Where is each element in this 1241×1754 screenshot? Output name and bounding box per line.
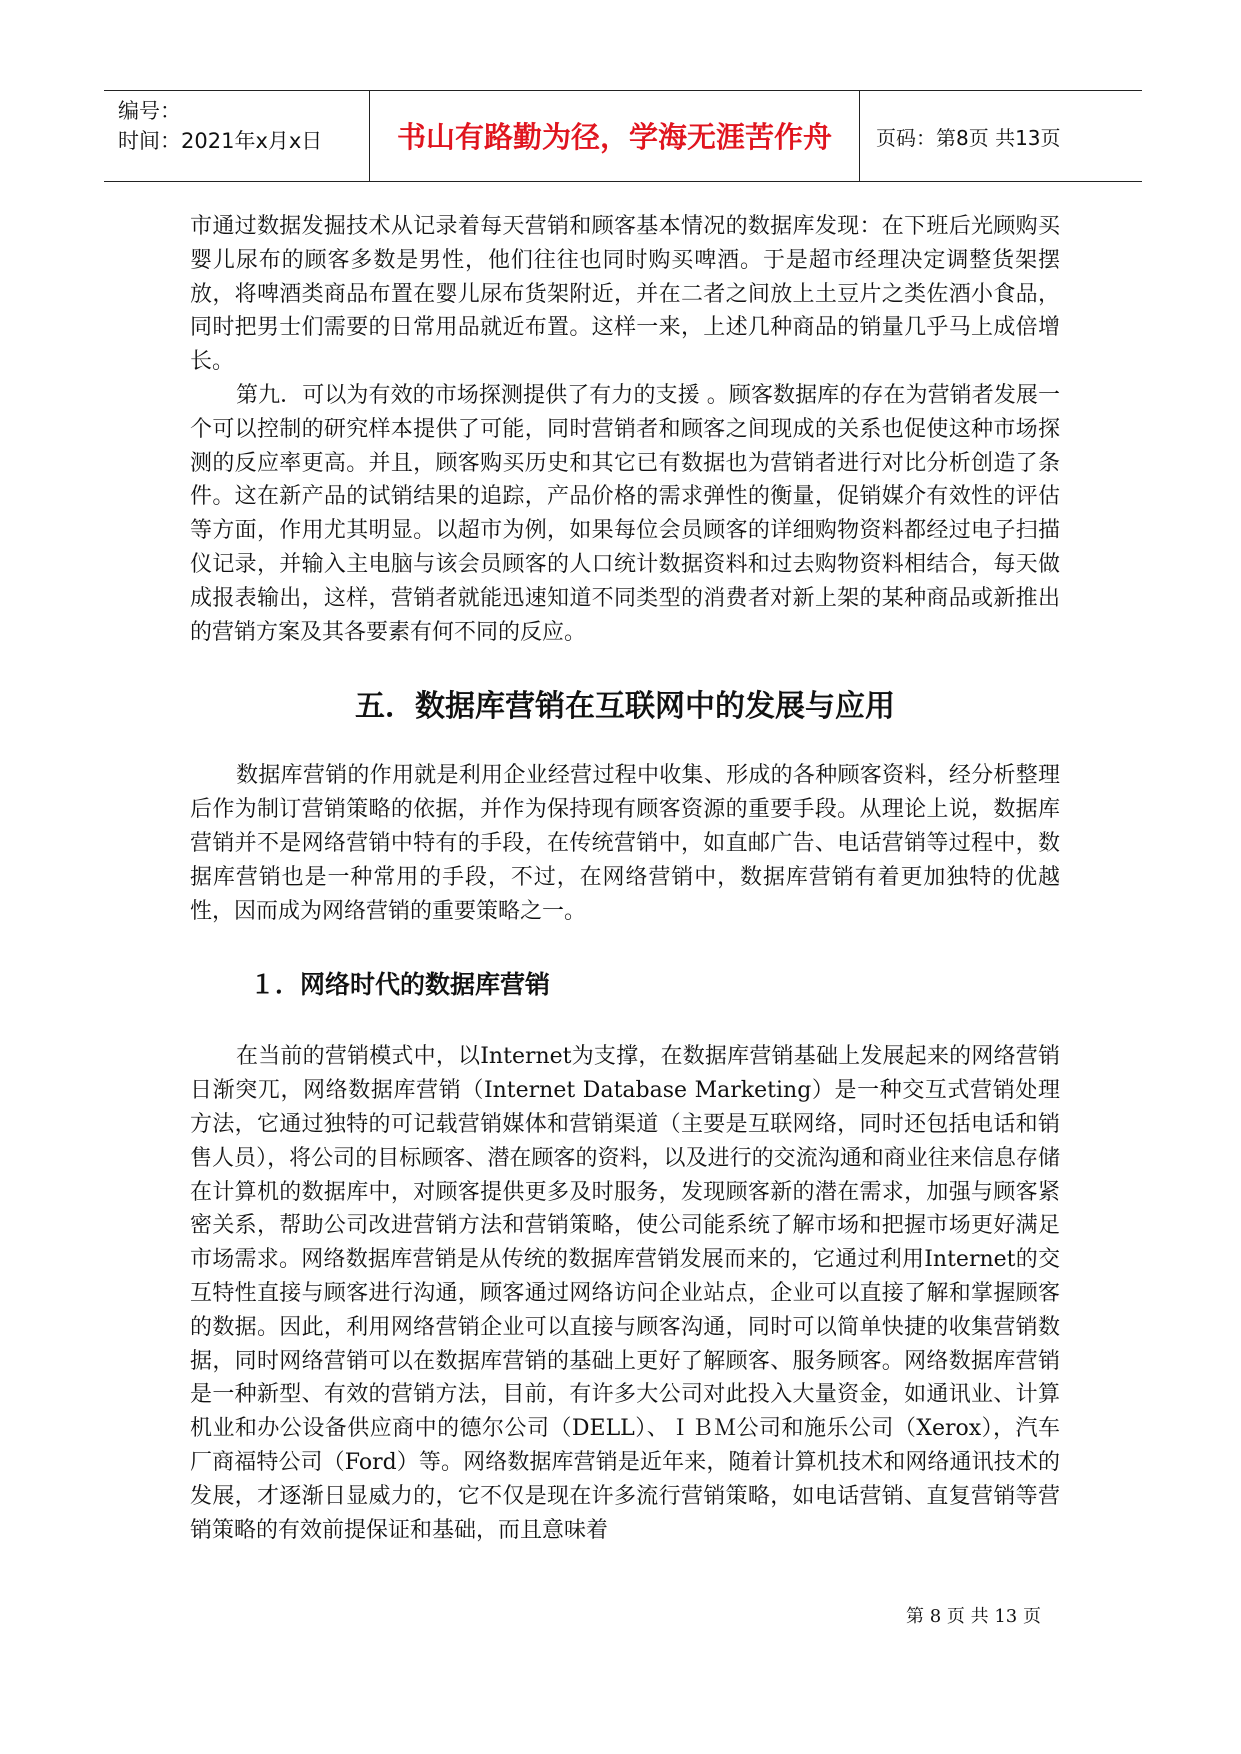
document-body xyxy=(190,210,1060,1547)
page-footer: 第 8 页 共 13 页 xyxy=(906,1606,1041,1627)
header-page-cell xyxy=(860,91,1142,181)
header-info-cell xyxy=(104,91,370,181)
paragraph-continued: 市通过数据发掘技术从记录着每天营销和顾客基本情况的数据库发现：在下班后光顾购买婴儿尿布的顾客多数是男性，他们往往也同时购买啤酒。于是超市经理决定调整货架摆放，将啤酒类商品布置在婴儿尿布货架附近，并在二者之间放上土豆片之类佐酒小食品，同时把男士们需要的日常用品就近布置。这样一来，上述几种商品的销量几乎马上成倍增长。 xyxy=(190,214,1060,375)
header-page-code: 页码：第8页 共13页 xyxy=(876,126,1061,150)
paragraph-network-marketing: 在当前的营销模式中，以Internet为支撑，在数据库营销基础上发展起来的网络营销日渐突兀，网络数据库营销（Internet Database Marketing）是一种交互式营销处理方法，它通过独特的可记载营销媒体和营销渠道（主要是互联网络，同时还包括电话和销售人员），将公司的目标顾客、潜在顾客的资料，以及进行的交流沟通和商业往来信息存储在计算机的数据库中，对顾客提供更多及时服务，发现顾客新的潜在需求，加强与顾客紧密关系，帮助公司改进营销方法和营销策略，使公司能系统了解市场和把握市场更好满足市场需求。网络数据库营销是从传统的数据库营销发展而来的，它通过利用Internet的交互特性直接与顾客进行沟通，顾客通过网络访问企业站点，企业可以直接了解和掌握顾客的数据。因此，利用网络营销企业可以直接与顾客沟通，同时可以简单快捷的收集营销数据，同时网络营销可以在数据库营销的基础上更好了解顾客、服务顾客。网络数据库营销是一种新型、有效的营销方法，目前，有许多大公司对此投入大量资金，如通讯业、计算机业和办公设备供应商中的德尔公司（DELL）、ＩＢＭ公司和施乐公司（Xerox），汽车厂商福特公司（Ford）等。网络数据库营销是近年来，随着计算机技术和网络通讯技术的发展，才逐渐日显威力的，它不仅是现在许多流行营销策略，如电话营销、直复营销等营销策略的有效前提保证和基础，而且意味着 xyxy=(190,1044,1060,1543)
subsection-heading: １．网络时代的数据库营销 xyxy=(250,970,551,1000)
document-time-label: 时间：2021年x月x日 xyxy=(118,129,323,153)
header-motto: 书山有路勤为径，学海无涯苦作舟 xyxy=(396,120,832,154)
paragraph-section-intro: 数据库营销的作用就是利用企业经营过程中收集、形成的各种顾客资料，经分析整理后作为制订营销策略的依据，并作为保持现有顾客资源的重要手段。从理论上说，数据库营销并不是网络营销中特有的手段，在传统营销中，如直邮广告、电话营销等过程中，数据库营销也是一种常用的手段，不过，在网络营销中，数据库营销有着更加独特的优越性，因而成为网络营销的重要策略之一。 xyxy=(190,763,1060,924)
paragraph-ninth-point: 第九．可以为有效的市场探测提供了有力的支援 。顾客数据库的存在为营销者发展一个可以控制的研究样本提供了可能，同时营销者和顾客之间现成的关系也促使这种市场探测的反应率更高。并且，顾客购买历史和其它已有数据也为营销者进行对比分析创造了条件。这在新产品的试销结果的追踪，产品价格的需求弹性的衡量，促销媒介有效性的评估等方面，作用尤其明显。以超市为例，如果每位会员顾客的详细购物资料都经过电子扫描仪记录，并输入主电脑与该会员顾客的人口统计数据资料和过去购物资料相结合，每天做成报表输出，这样，营销者就能迅速知道不同类型的消费者对新上架的某种商品或新推出的营销方案及其各要素有何不同的反应。 xyxy=(190,382,1060,645)
header-motto-cell xyxy=(370,91,860,181)
page-header xyxy=(104,90,1142,182)
document-number-label: 编号： xyxy=(118,99,181,123)
section-heading: 五．数据库营销在互联网中的发展与应用 xyxy=(355,689,895,725)
